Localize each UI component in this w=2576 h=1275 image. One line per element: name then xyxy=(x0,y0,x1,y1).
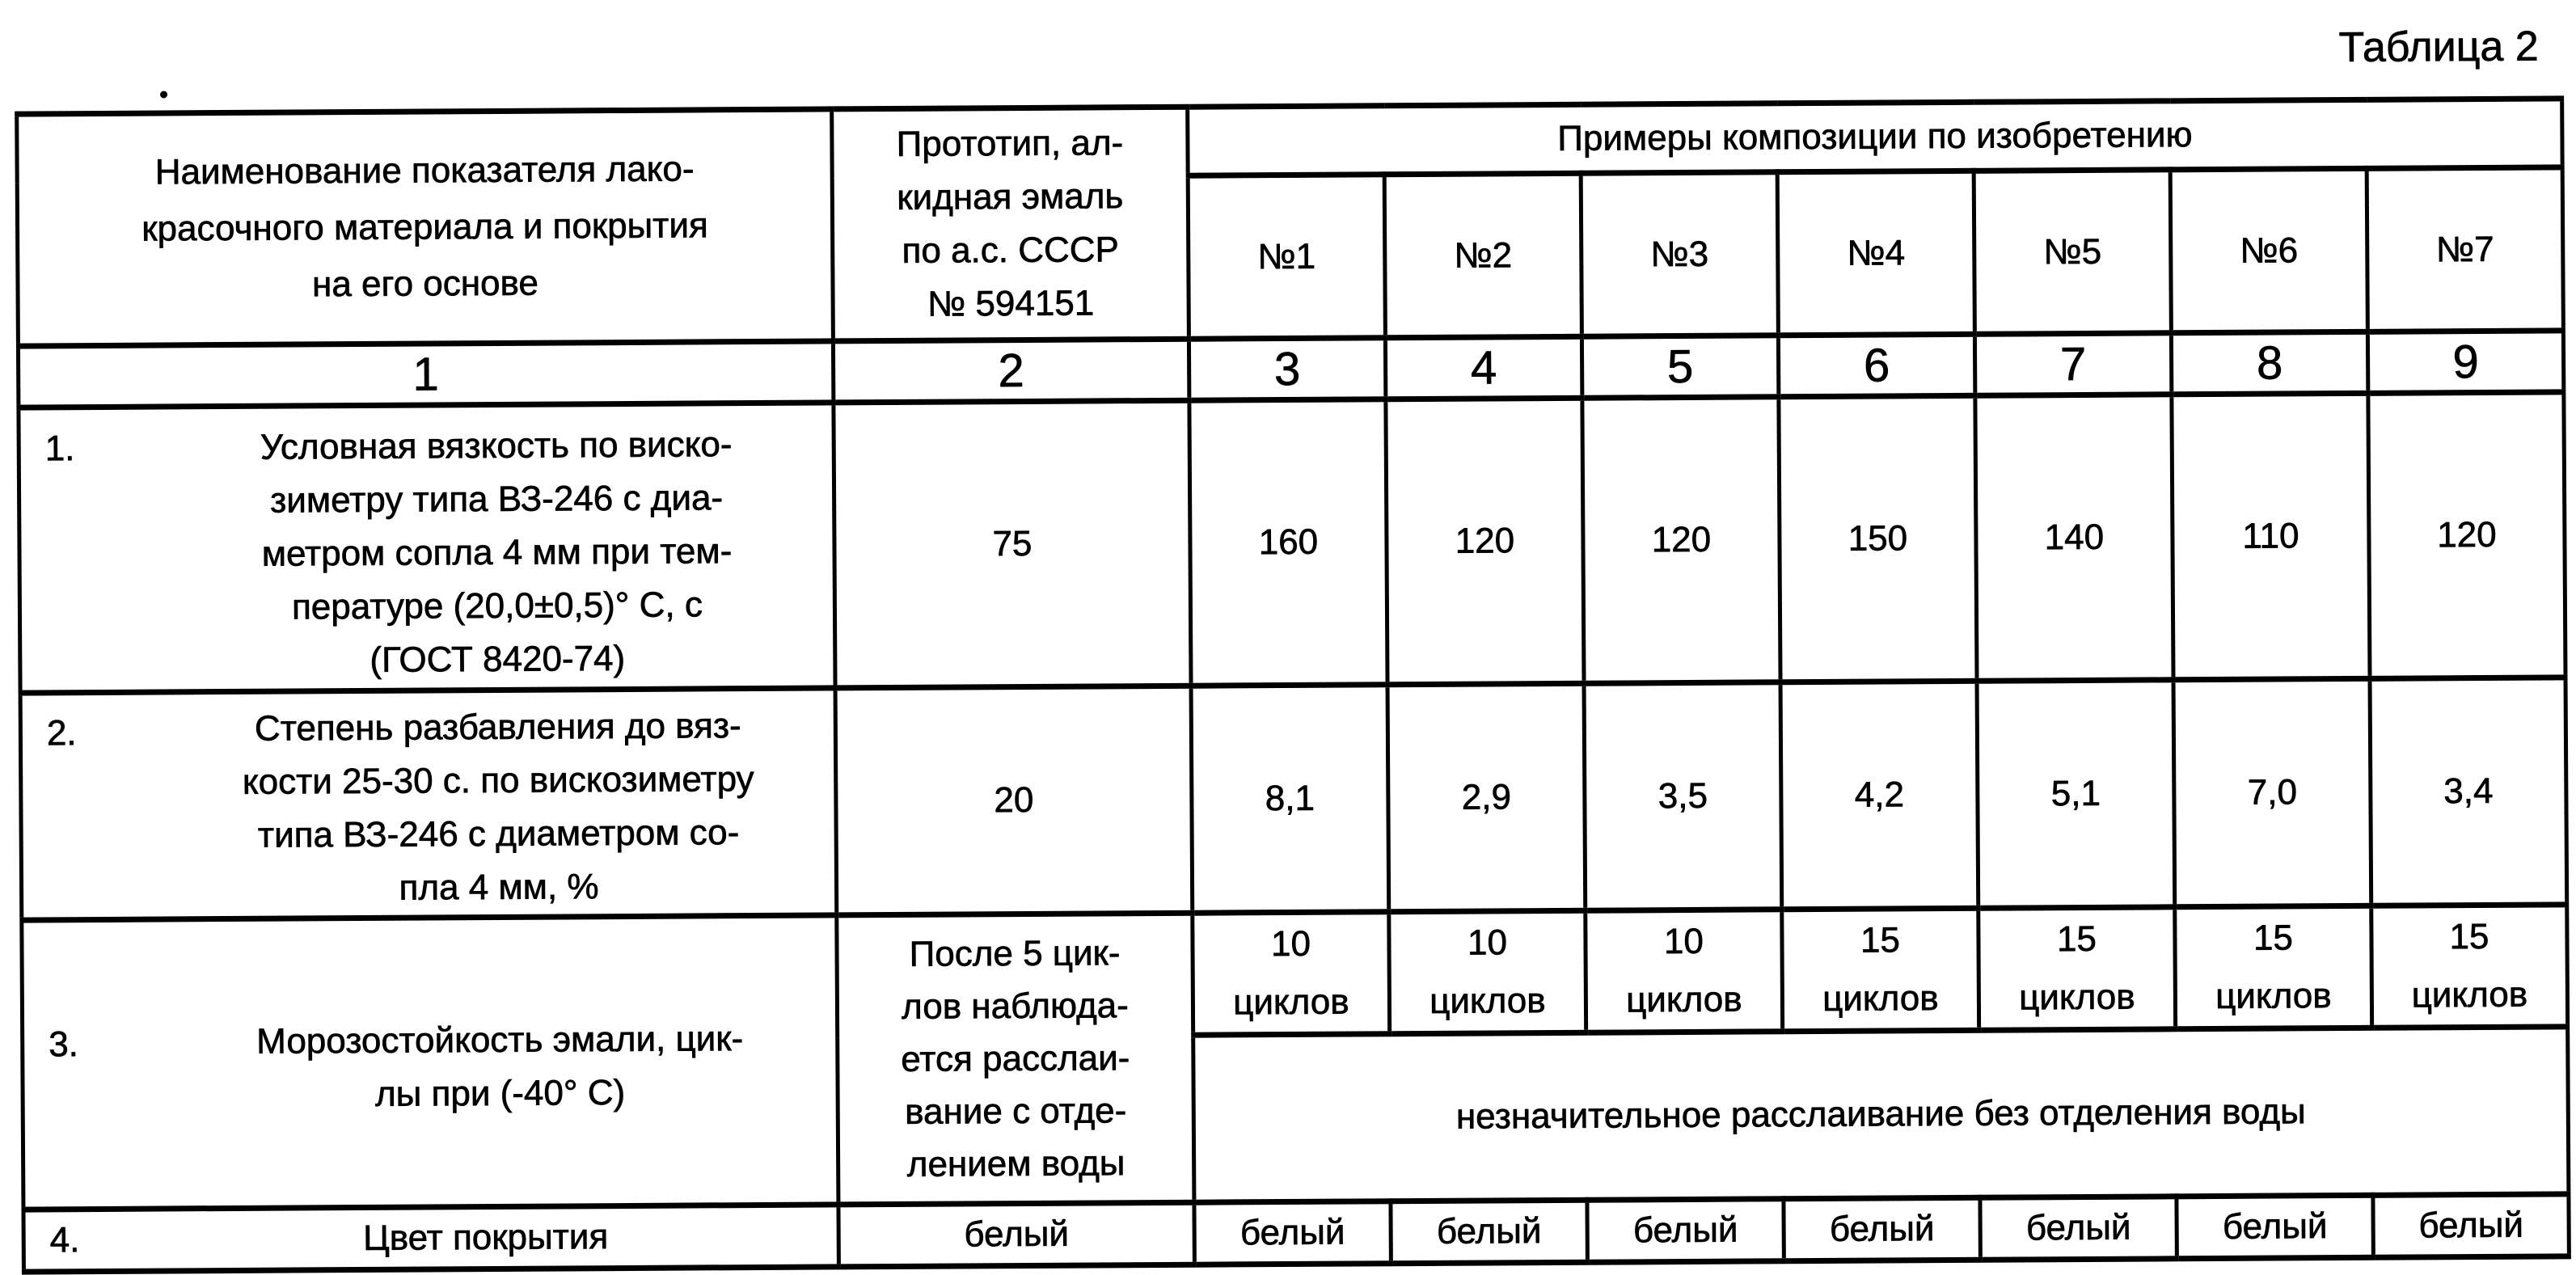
example-7-value: 120 xyxy=(2368,392,2565,678)
example-1-value: белый xyxy=(1194,1201,1391,1264)
example-5-value: 140 xyxy=(1975,395,2173,681)
indicator-item xyxy=(20,406,833,689)
example-5-value: 15 циклов xyxy=(1978,907,2176,1030)
example-7-value: 3,4 xyxy=(2370,678,2567,906)
indicator-name-cell xyxy=(19,403,835,693)
col-header-prototype: Прототип, ал- кидная эмаль по а.с. СССР № 594151 xyxy=(832,107,1189,341)
indicator-number: 3. xyxy=(49,1024,79,1064)
indicator-text: Морозостойкость эмали, цик- лы при (-40° С) xyxy=(256,1018,744,1114)
scan-speck-dot xyxy=(160,91,167,98)
indicator-item xyxy=(24,1002,836,1123)
properties-table xyxy=(15,95,2571,1274)
example-4-value: 4,2 xyxy=(1780,681,1978,909)
example-6-value: 15 циклов xyxy=(2175,906,2372,1028)
example-2-value: 2,9 xyxy=(1387,683,1586,911)
table-row-dilution xyxy=(20,678,2567,920)
prototype-value: 20 xyxy=(835,686,1193,915)
prototype-value: После 5 цик- лов наблюда- ется расслаи- вание с отде- лением воды xyxy=(837,913,1194,1205)
example-2-value: белый xyxy=(1391,1200,1587,1263)
examples-merged-note: незначительное расслаивание без отделения воды xyxy=(1193,1027,2569,1202)
indicator-name-cell xyxy=(23,1205,838,1272)
column-index-8: 8 xyxy=(2171,331,2367,394)
indicator-number: 2. xyxy=(46,713,77,754)
prototype-value: 75 xyxy=(834,400,1191,688)
col-header-example-6: №6 xyxy=(2170,168,2367,332)
indicator-number: 1. xyxy=(44,429,75,469)
example-2-value: 120 xyxy=(1386,398,1584,684)
col-header-example-1: №1 xyxy=(1188,175,1385,339)
col-header-example-7: №7 xyxy=(2367,167,2563,331)
col-header-examples-group: Примеры композиции по изобретению xyxy=(1188,99,2563,175)
example-3-value: белый xyxy=(1587,1199,1784,1262)
column-index-7: 7 xyxy=(1974,333,2171,395)
example-3-value: 120 xyxy=(1582,397,1780,683)
column-index-6: 6 xyxy=(1778,334,1974,396)
example-7-value: белый xyxy=(2373,1194,2569,1257)
indicator-number: 4. xyxy=(49,1219,80,1260)
table-caption: Таблица 2 xyxy=(2338,23,2539,72)
indicator-name-cell xyxy=(22,915,838,1210)
table-row-frost-resistance xyxy=(22,905,2568,1042)
column-index-5: 5 xyxy=(1581,336,1778,398)
column-index-3: 3 xyxy=(1189,338,1385,400)
indicator-text: Условная вязкость по виско- зиметру типа ВЗ-246 с диа- метром сопла 4 мм при тем- пературе (20,0±0,5)° С, с (ГОСТ 8420-74) xyxy=(260,424,733,680)
column-index-1: 1 xyxy=(18,341,833,407)
col-header-example-4: №4 xyxy=(1777,171,1974,335)
indicator-name-cell xyxy=(20,688,837,920)
example-1-value: 160 xyxy=(1189,399,1387,686)
indicator-item xyxy=(23,690,835,917)
table-row-viscosity xyxy=(19,392,2565,693)
example-3-value: 10 циклов xyxy=(1586,910,1783,1032)
example-2-value: 10 циклов xyxy=(1389,910,1586,1033)
example-3-value: 3,5 xyxy=(1584,682,1782,910)
column-index-9: 9 xyxy=(2367,331,2563,393)
example-7-value: 15 циклов xyxy=(2371,905,2568,1028)
column-index-2: 2 xyxy=(833,339,1189,403)
example-6-value: белый xyxy=(2177,1195,2373,1258)
indicator-item xyxy=(26,1214,837,1262)
example-4-value: белый xyxy=(1784,1197,1980,1260)
indicator-text: Цвет покрытия xyxy=(363,1216,609,1258)
example-4-value: 15 циклов xyxy=(1782,908,1979,1031)
example-5-value: белый xyxy=(1980,1197,2177,1260)
example-1-value: 8,1 xyxy=(1191,685,1389,913)
column-index-4: 4 xyxy=(1385,336,1581,399)
example-6-value: 110 xyxy=(2172,393,2370,679)
col-header-example-2: №2 xyxy=(1384,173,1581,337)
example-4-value: 150 xyxy=(1779,395,1977,682)
example-1-value: 10 циклов xyxy=(1193,912,1390,1035)
indicator-text: Степень разбавления до вяз- кости 25-30 с. по вискозиметру типа ВЗ-246 с диаметром со- пла 4 мм, % xyxy=(242,706,754,908)
example-5-value: 5,1 xyxy=(1977,680,2175,908)
col-header-indicator-name: Наименование показателя лако- красочного материала и покрытия на его основе xyxy=(17,109,834,346)
col-header-example-5: №5 xyxy=(1974,170,2171,334)
col-header-example-3: №3 xyxy=(1581,172,1778,336)
prototype-value: белый xyxy=(838,1202,1194,1267)
example-6-value: 7,0 xyxy=(2173,678,2371,906)
